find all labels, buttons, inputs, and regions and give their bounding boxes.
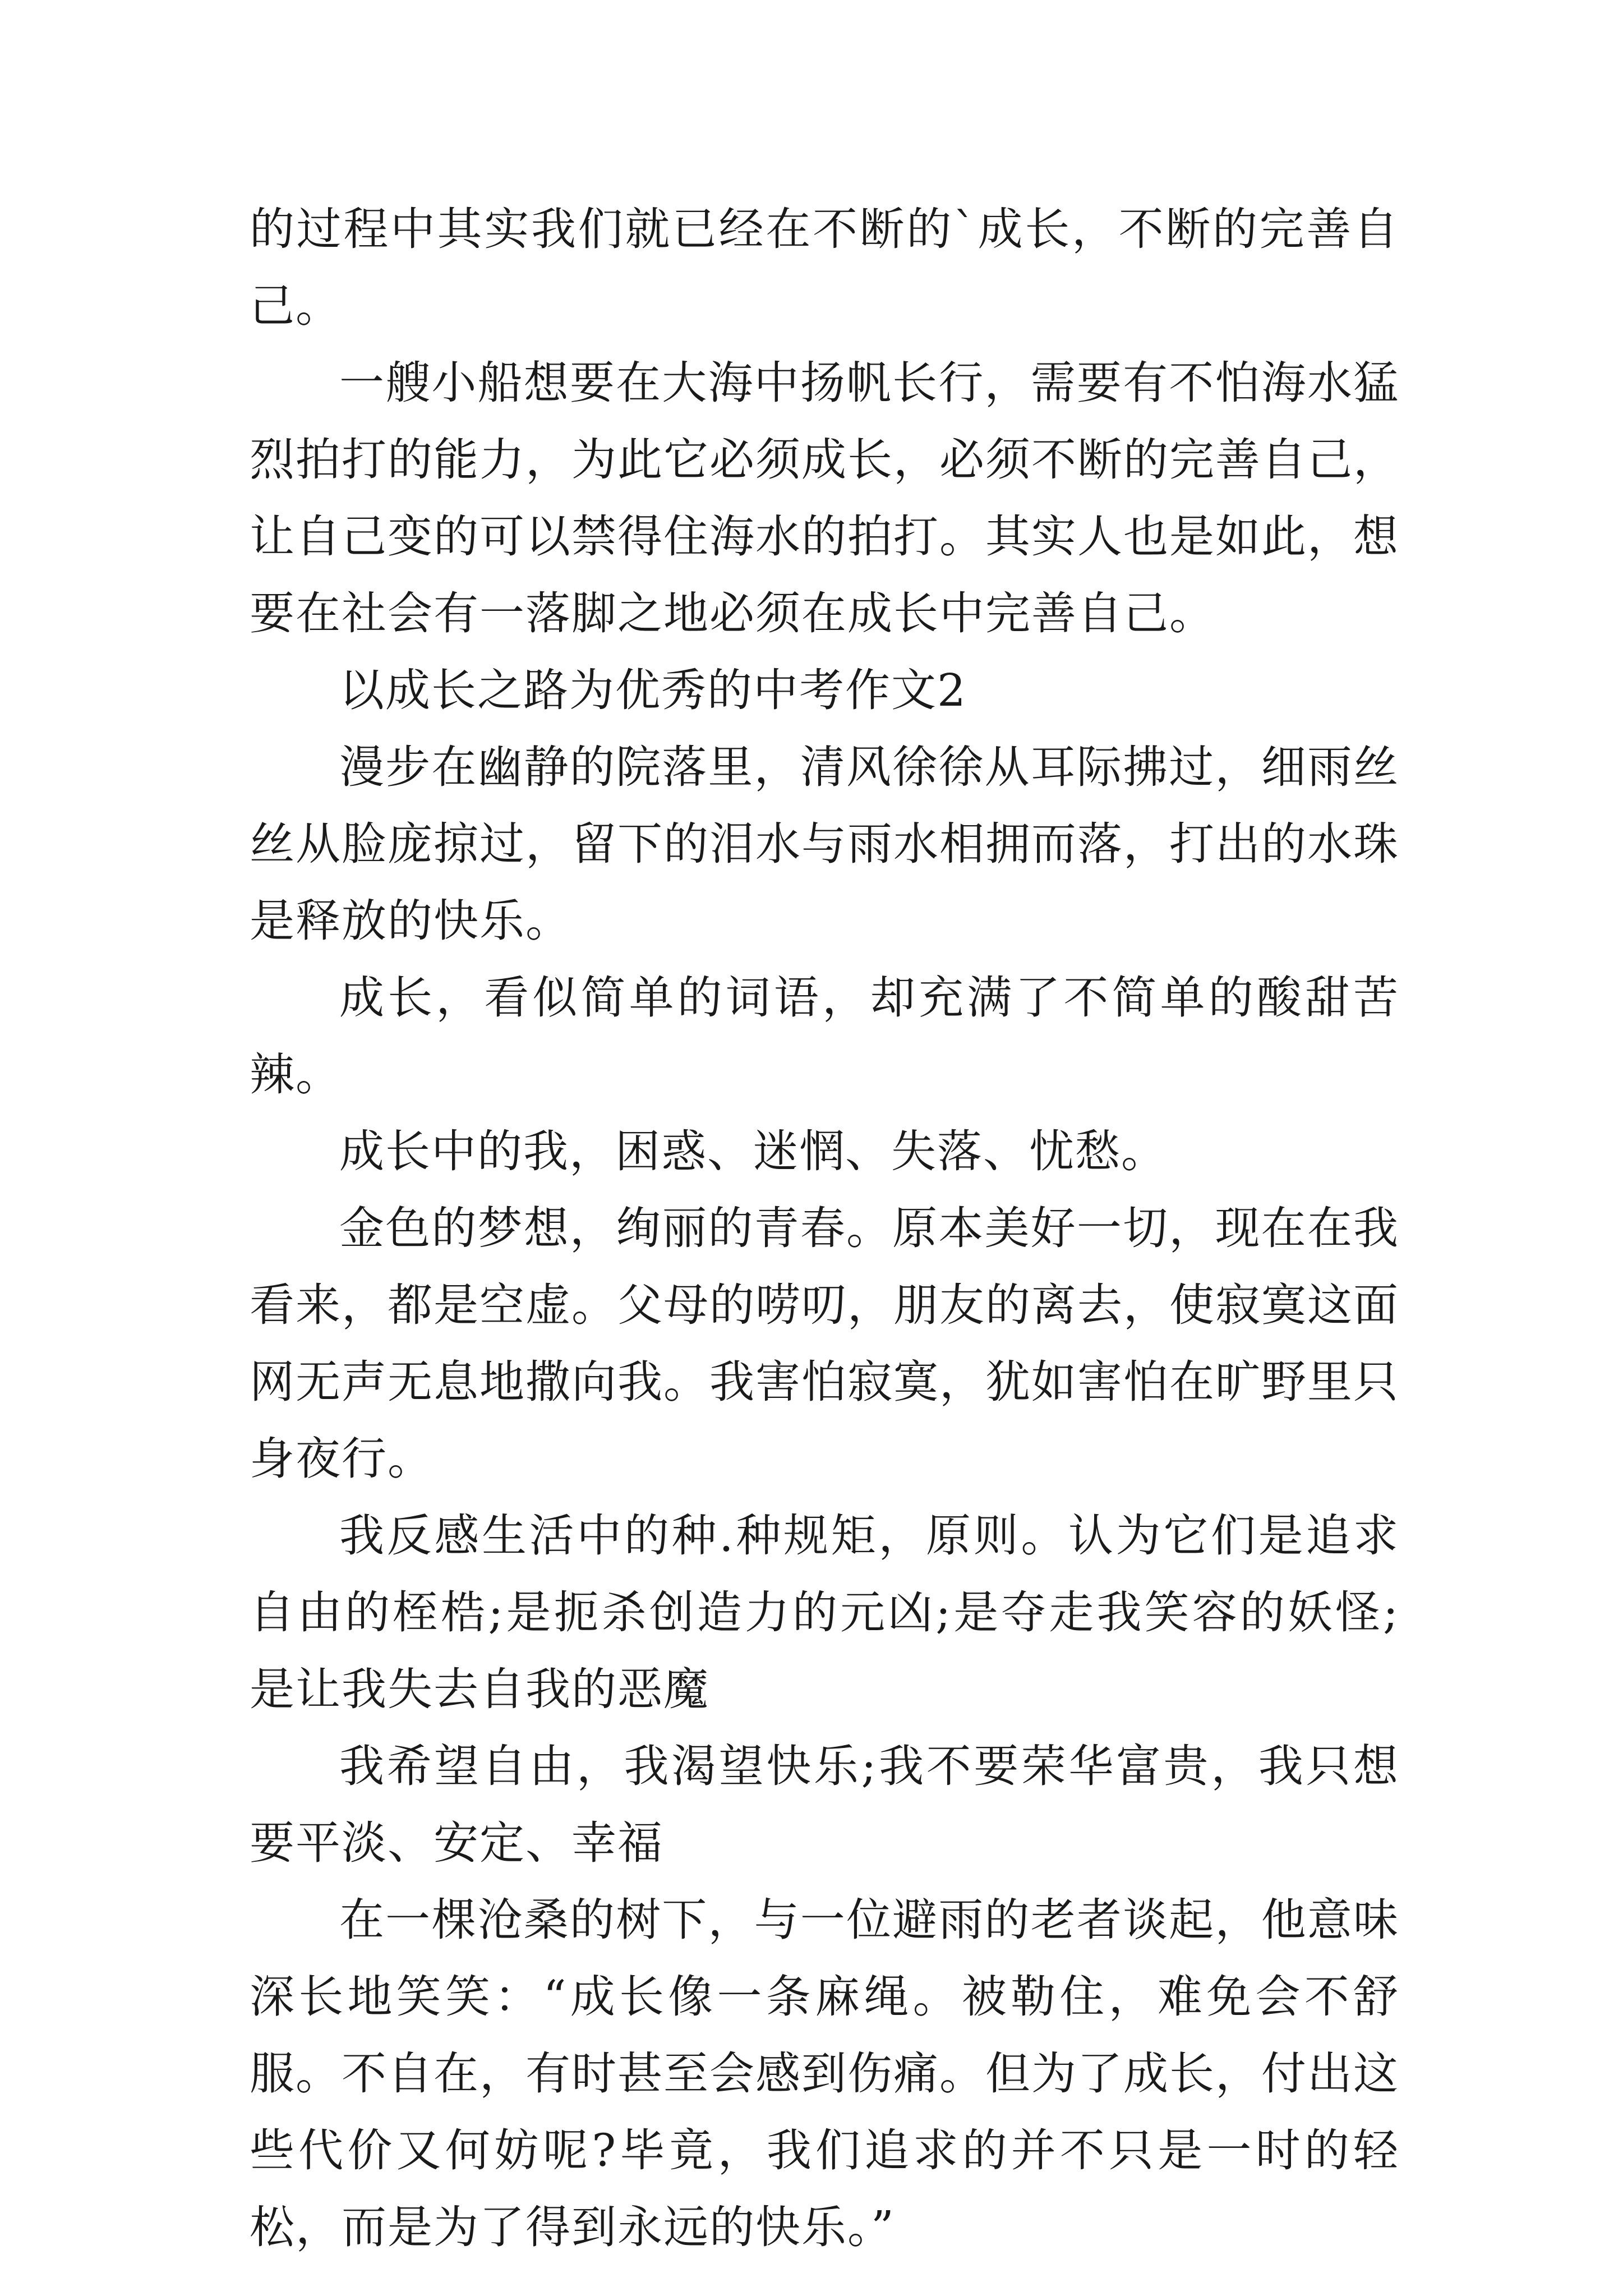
- paragraph: 我反感生活中的种.种规矩，原则。认为它们是追求自由的桎梏;是扼杀创造力的元凶;是夺走我笑容的妖怪;是让我失去自我的恶魔: [250, 1510, 1399, 1715]
- document-page: [250, 191, 1399, 2266]
- paragraph: 的过程中其实我们就已经在不断的`成长，不断的完善自己。: [250, 203, 1399, 332]
- paragraph: 金色的梦想，绚丽的青春。原本美好一切，现在在我看来，都是空虚。父母的唠叨，朋友的离去，使寂寞这面网无声无息地撒向我。我害怕寂寞，犹如害怕在旷野里只身夜行。: [250, 1202, 1399, 1485]
- paragraph: 在一棵沧桑的树下，与一位避雨的老者谈起，他意味深长地笑笑：“成长像一条麻绳。被勒住，难免会不舒服。不自在，有时甚至会感到伤痛。但为了成长，付出这些代价又何妨呢?毕竟，我们追求的并不只是一时的轻松，而是为了得到永远的快乐。”: [250, 1894, 1399, 2253]
- paragraph: 成长，看似简单的词语，却充满了不简单的酸甜苦辣。: [250, 972, 1399, 1101]
- paragraph: 漫步在幽静的院落里，清风徐徐从耳际拂过，细雨丝丝从脸庞掠过，留下的泪水与雨水相拥而落，打出的水珠是释放的快乐。: [250, 741, 1399, 947]
- section-heading: 以成长之路为优秀的中考作文2: [339, 664, 967, 716]
- paragraph: 我希望自由，我渴望快乐;我不要荣华富贵，我只想要平淡、安定、幸福: [250, 1740, 1399, 1869]
- paragraph: 一艘小船想要在大海中扬帆长行，需要有不怕海水猛烈拍打的能力，为此它必须成长，必须不断的完善自己，让自己变的可以禁得住海水的拍打。其实人也是如此，想要在社会有一落脚之地必须在成长中完善自己。: [250, 357, 1399, 639]
- paragraph: 成长中的我，困惑、迷惘、失落、忧愁。: [339, 1125, 1167, 1177]
